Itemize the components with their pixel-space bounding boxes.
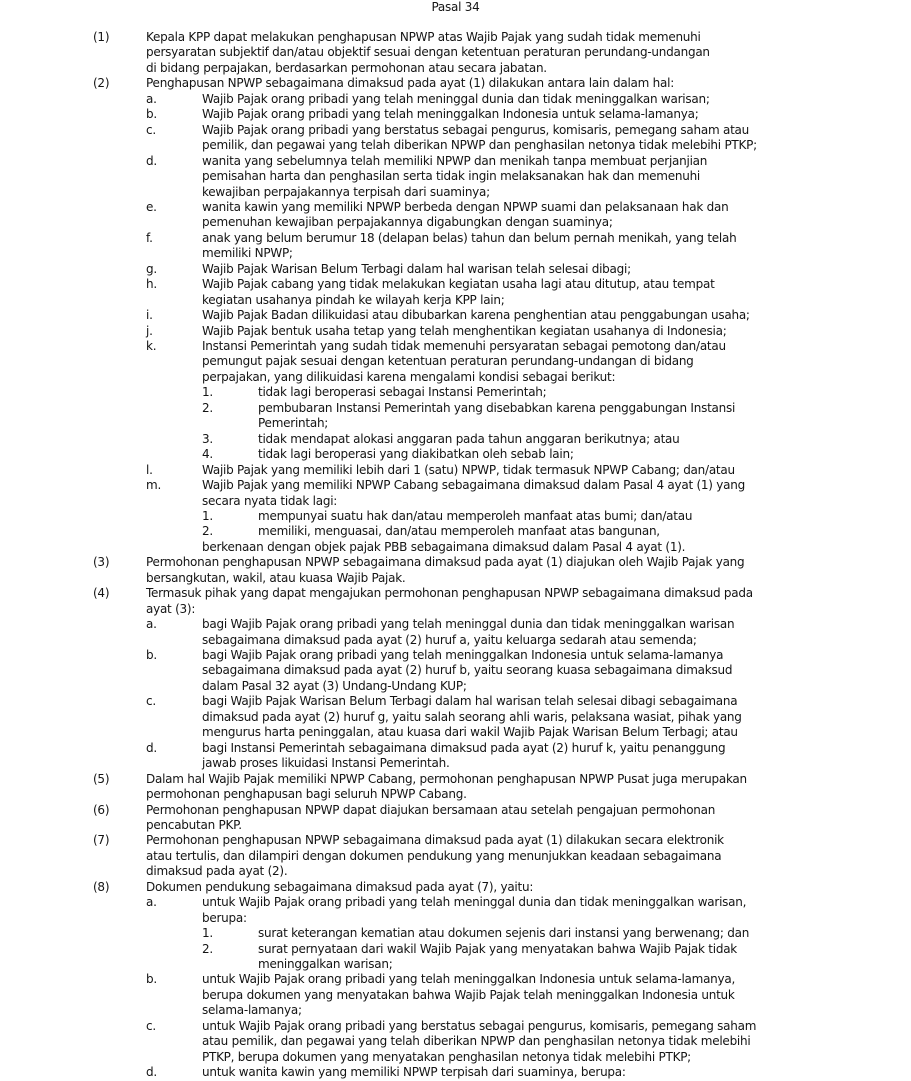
huruf-text-line: sebagaimana dimaksud pada ayat (2) huruf b, yaitu seorang kuasa sebagaimana dimaksud [202,663,733,678]
huruf-text-line: pemisahan harta dan penghasilan serta tidak ingin melaksanakan hak dan memenuhi [202,169,701,184]
huruf-label: m. [146,478,162,493]
huruf-label: l. [146,462,153,477]
huruf-label: i. [146,308,153,323]
huruf-text-line: anak yang belum berumur 18 (delapan belas) tahun dan belum pernah menikah, yang telah [202,230,737,245]
angka-text-line: surat pernyataan dari wakil Wajib Pajak yang menyatakan bahwa Wajib Pajak tidak [258,941,737,956]
huruf-text-line: wanita yang sebelumnya telah memiliki NPWP dan menikah tanpa membuat perjanjian [202,153,708,168]
angka-label: 2. [202,941,213,956]
ayat-label: (4) [93,586,110,601]
huruf-label: b. [146,107,157,122]
huruf-text-line: Wajib Pajak orang pribadi yang berstatus sebagai pengurus, komisaris, pemegang saham atau [202,122,749,137]
huruf-text-line: Instansi Pemerintah yang sudah tidak memenuhi persyaratan sebagai pemotong dan/atau [202,339,726,353]
huruf-text-line: selama-lamanya; [202,1003,302,1018]
angka-label: 2. [202,400,213,415]
angka-label: 1. [202,385,213,400]
huruf-text-line: untuk Wajib Pajak orang pribadi yang berstatus sebagai pengurus, komisaris, pemegang saham [202,1018,757,1033]
ayat-label: (5) [93,771,110,786]
huruf-label: f. [146,230,153,245]
ayat-text-line: Kepala KPP dapat melakukan penghapusan NPWP atas Wajib Pajak yang sudah tidak memenuhi [146,30,701,44]
huruf-text-line: bagi Wajib Pajak Warisan Belum Terbagi dalam hal warisan telah selesai dibagi sebagaimana [202,694,738,709]
ayat-text-line: atau tertulis, dan dilampiri dengan dokumen pendukung yang menunjukkan keadaan sebagaimana [146,848,722,863]
angka-label: 4. [202,447,213,462]
ayat-text-line: ayat (3): [146,601,196,616]
ayat-text-line: Penghapusan NPWP sebagaimana dimaksud pada ayat (1) dilakukan antara lain dalam hal: [146,76,674,91]
ayat-text-line: Permohonan penghapusan NPWP sebagaimana dimaksud pada ayat (1) dilakukan secara elektronik [146,833,724,848]
huruf-label: e. [146,199,157,214]
huruf-text-line: jawab proses likuidasi Instansi Pemerintah. [202,756,450,771]
huruf-text-line: perpajakan, yang dilikuidasi karena mengalami kondisi sebagai berikut: [202,369,616,384]
angka-label: 1. [202,508,213,523]
huruf-text-line: bagi Instansi Pemerintah sebagaimana dimaksud pada ayat (2) huruf k, yaitu penanggung [202,740,726,755]
angka-text-line: pembubaran Instansi Pemerintah yang disebabkan karena penggabungan Instansi [258,400,736,415]
angka-label: 3. [202,431,213,446]
angka-text-line: memiliki, menguasai, dan/atau memperoleh manfaat atas bangunan, [258,524,660,539]
huruf-text-line: sebagaimana dimaksud pada ayat (2) huruf a, yaitu keluarga sedarah atau semenda; [202,632,697,647]
huruf-text-line: atau pemilik, dan pegawai yang telah diberikan NPWP dan penghasilan netonya tidak melebihi [202,1034,751,1049]
ayat-label: (2) [93,76,110,91]
ayat-text-line: permohonan penghapusan bagi seluruh NPWP Cabang. [146,787,467,802]
ayat-label: (1) [93,30,110,44]
huruf-text-line: pemenuhan kewajiban perpajakannya digabungkan dengan suaminya; [202,215,613,230]
ayat-text-line: Dalam hal Wajib Pajak memiliki NPWP Cabang, permohonan penghapusan NPWP Pusat juga merupakan [146,771,747,786]
ayat-text-line: dimaksud pada ayat (2). [146,864,288,879]
ayat-text-line: Termasuk pihak yang dapat mengajukan permohonan penghapusan NPWP sebagaimana dimaksud pada [146,586,753,601]
huruf-text-line: pemilik, dan pegawai yang telah diberikan NPWP dan penghasilan netonya tidak melebihi PTKP; [202,138,757,153]
huruf-text-line: untuk Wajib Pajak orang pribadi yang telah meninggal dunia dan tidak meninggalkan warisan, [202,895,747,910]
huruf-label: a. [146,895,157,910]
huruf-label: g. [146,261,157,276]
ayat-label: (7) [93,833,110,848]
angka-text-line: Pemerintah; [258,416,329,431]
huruf-text-line: wanita kawin yang memiliki NPWP berbeda dengan NPWP suami dan pelaksanaan hak dan [202,199,729,214]
huruf-text-line: dalam Pasal 32 ayat (3) Undang-Undang KUP; [202,678,467,693]
huruf-text-line: berupa: [202,910,247,925]
huruf-label: a. [146,617,157,632]
huruf-text-line: Wajib Pajak bentuk usaha tetap yang telah menghentikan kegiatan usahanya di Indonesia; [202,323,727,338]
angka-label: 2. [202,524,213,539]
huruf-text-line: secara nyata tidak lagi: [202,493,338,508]
huruf-label: c. [146,694,156,709]
huruf-text-line: berkenaan dengan objek pajak PBB sebagaimana dimaksud dalam Pasal 4 ayat (1). [202,539,686,554]
huruf-label: k. [146,339,157,353]
huruf-text-line: bagi Wajib Pajak orang pribadi yang telah meninggalkan Indonesia untuk selama-lamanya [202,648,724,662]
ayat-text-line: bersangkutan, wakil, atau kuasa Wajib Pajak. [146,570,406,585]
angka-text-line: tidak lagi beroperasi yang diakibatkan oleh sebab lain; [258,447,574,462]
huruf-text-line: Wajib Pajak cabang yang tidak melakukan kegiatan usaha lagi atau ditutup, atau tempat [202,277,715,292]
huruf-text-line: berupa dokumen yang menyatakan bahwa Wajib Pajak telah meninggalkan Indonesia untuk [202,987,735,1002]
angka-text-line: surat keterangan kematian atau dokumen sejenis dari instansi yang berwenang; dan [258,926,750,941]
huruf-text-line: kewajiban perpajakannya terpisah dari suaminya; [202,184,490,199]
angka-label: 1. [202,926,213,941]
huruf-label: j. [146,323,153,338]
huruf-text-line: pemungut pajak sesuai dengan ketentuan peraturan perundang-undangan di bidang [202,354,694,369]
ayat-label: (8) [93,879,110,894]
huruf-label: a. [146,91,157,106]
angka-text-line: mempunyai suatu hak dan/atau memperoleh manfaat atas bumi; dan/atau [258,508,693,523]
huruf-label: b. [146,648,157,662]
ayat-text-line: Dokumen pendukung sebagaimana dimaksud pada ayat (7), yaitu: [146,879,534,894]
huruf-text-line: untuk wanita kawin yang memiliki NPWP terpisah dari suaminya, berupa: [202,1065,626,1080]
huruf-label: b. [146,972,157,987]
huruf-text-line: Wajib Pajak Warisan Belum Terbagi dalam hal warisan telah selesai dibagi; [202,261,631,276]
angka-text-line: tidak lagi beroperasi sebagai Instansi Pemerintah; [258,385,547,400]
huruf-text-line: Wajib Pajak yang memiliki lebih dari 1 (satu) NPWP, tidak termasuk NPWP Cabang; dan/atau [202,462,735,477]
huruf-label: d. [146,153,157,168]
huruf-text-line: untuk Wajib Pajak orang pribadi yang telah meninggalkan Indonesia untuk selama-lamanya, [202,972,736,987]
huruf-text-line: Wajib Pajak yang memiliki NPWP Cabang sebagaimana dimaksud dalam Pasal 4 ayat (1) yang [202,478,745,493]
huruf-label: d. [146,740,157,755]
ayat-text-line: Permohonan penghapusan NPWP dapat diajukan bersamaan atau setelah pengajuan permohonan [146,802,716,817]
angka-text-line: meninggalkan warisan; [258,957,393,971]
ayat-label: (6) [93,802,110,817]
huruf-text-line: Wajib Pajak orang pribadi yang telah meninggalkan Indonesia untuk selama-lamanya; [202,107,699,122]
ayat-text-line: persyaratan subjektif dan/atau objektif sesuai dengan ketentuan peraturan perundang-undangan [146,45,710,60]
huruf-text-line: memiliki NPWP; [202,246,293,261]
huruf-label: h. [146,277,157,292]
huruf-label: d. [146,1065,157,1080]
huruf-text-line: Wajib Pajak orang pribadi yang telah meninggal dunia dan tidak meninggalkan warisan; [202,91,710,106]
ayat-text-line: pencabutan PKP. [146,817,242,832]
huruf-text-line: bagi Wajib Pajak orang pribadi yang telah meninggal dunia dan tidak meninggalkan warisan [202,617,735,632]
huruf-text-line: PTKP, berupa dokumen yang menyatakan penghasilan netonya tidak melebihi PTKP; [202,1049,691,1064]
huruf-text-line: kegiatan usahanya pindah ke wilayah kerja KPP lain; [202,292,505,307]
huruf-text-line: Wajib Pajak Badan dilikuidasi atau dibubarkan karena penghentian atau penggabungan usaha; [202,308,750,323]
huruf-label: c. [146,1018,156,1033]
ayat-text-line: Permohonan penghapusan NPWP sebagaimana dimaksud pada ayat (1) diajukan oleh Wajib Pajak yang [146,555,745,570]
angka-text-line: tidak mendapat alokasi anggaran pada tahun anggaran berikutnya; atau [258,431,680,446]
huruf-text-line: mengurus harta peninggalan, atau kuasa dari wakil Wajib Pajak Warisan Belum Terbagi; atau [202,725,738,740]
huruf-text-line: dimaksud pada ayat (2) huruf g, yaitu salah seorang ahli waris, pelaksana wasiat, pihak yang [202,709,742,724]
ayat-label: (3) [93,555,110,570]
article-title: Pasal 34 [431,0,480,14]
huruf-label: c. [146,122,156,137]
ayat-text-line: di bidang perpajakan, berdasarkan permohonan atau secara jabatan. [146,60,547,75]
